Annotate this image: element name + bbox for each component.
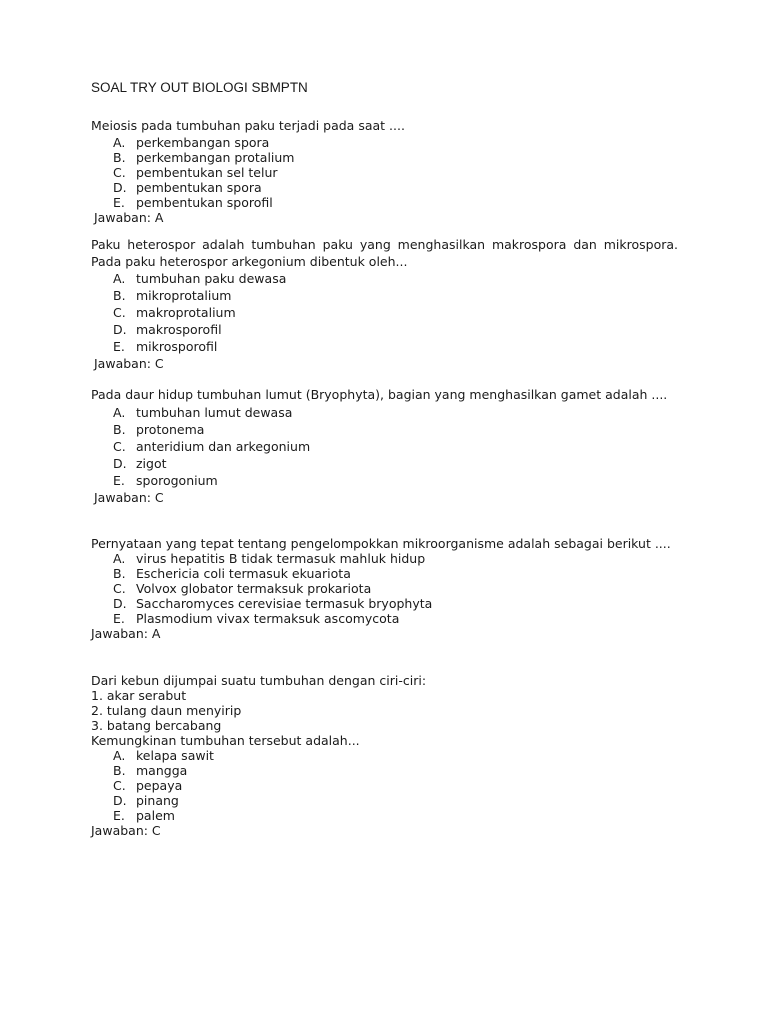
option-c: C. Volvox globator termaksuk prokariota bbox=[113, 581, 372, 596]
option-list bbox=[91, 404, 678, 489]
option-e: E. sporogonium bbox=[113, 472, 218, 488]
option-list bbox=[91, 270, 678, 355]
option-a: A. tumbuhan lumut dewasa bbox=[113, 404, 293, 420]
question-2 bbox=[91, 237, 678, 372]
answer-key: Jawaban: C bbox=[91, 823, 161, 838]
option-c: C. makroprotalium bbox=[113, 305, 236, 320]
answer-key: Jawaban: A bbox=[91, 626, 161, 641]
question-1 bbox=[91, 118, 678, 225]
option-e: E. Plasmodium vivax termaksuk ascomycota bbox=[113, 611, 400, 626]
option-list bbox=[91, 135, 678, 210]
option-b: B. perkembangan protalium bbox=[113, 149, 295, 165]
option-e: E. pembentukan sporofil bbox=[113, 194, 273, 210]
answer-key: Jawaban: C bbox=[94, 356, 164, 371]
question-stem: Pada daur hidup tumbuhan lumut (Bryophyta), bagian yang menghasilkan gamet adalah .... bbox=[91, 387, 668, 402]
option-a: A. perkembangan spora bbox=[113, 134, 270, 150]
stem-line: 3. batang bercabang bbox=[91, 718, 222, 733]
option-d: D. pinang bbox=[113, 793, 179, 808]
question-stem: Meiosis pada tumbuhan paku terjadi pada saat .... bbox=[91, 118, 405, 133]
option-b: B. mangga bbox=[113, 763, 188, 778]
answer-key: Jawaban: A bbox=[94, 209, 164, 225]
option-d: D. pembentukan spora bbox=[113, 179, 262, 195]
option-d: D. Saccharomyces cerevisiae termasuk bryophyta bbox=[113, 596, 433, 611]
question-4 bbox=[91, 537, 678, 641]
stem-line: 2. tulang daun menyirip bbox=[91, 703, 242, 718]
option-d: D. zigot bbox=[113, 455, 167, 471]
option-b: B. mikroprotalium bbox=[113, 288, 232, 303]
option-e: E. mikrosporofil bbox=[113, 339, 218, 354]
question-5 bbox=[91, 673, 678, 838]
option-a: A. tumbuhan paku dewasa bbox=[113, 271, 287, 286]
option-d: D. makrosporofil bbox=[113, 322, 222, 337]
option-b: B. protonema bbox=[113, 421, 205, 437]
option-list bbox=[91, 748, 678, 823]
option-a: A. virus hepatitis B tidak termasuk mahluk hidup bbox=[113, 551, 426, 566]
option-list bbox=[91, 551, 678, 626]
option-c: C. pepaya bbox=[113, 778, 183, 793]
document-title: SOAL TRY OUT BIOLOGI SBMPTN bbox=[91, 80, 308, 95]
stem-line: Dari kebun dijumpai suatu tumbuhan dengan ciri-ciri: bbox=[91, 673, 427, 688]
stem-line: Kemungkinan tumbuhan tersebut adalah... bbox=[91, 733, 360, 748]
option-c: C. anteridium dan arkegonium bbox=[113, 438, 311, 454]
option-e: E. palem bbox=[113, 808, 175, 823]
stem-line: 1. akar serabut bbox=[91, 688, 187, 703]
question-stem bbox=[91, 673, 678, 748]
answer-key: Jawaban: C bbox=[94, 489, 164, 505]
question-3 bbox=[91, 387, 678, 506]
question-stem: Pernyataan yang tepat tentang pengelompokkan mikroorganisme adalah sebagai berikut .... bbox=[91, 536, 671, 551]
question-stem: Paku heterospor adalah tumbuhan paku yang menghasilkan makrospora dan mikrospora. Pada paku heterospor arkegonium dibentuk oleh... bbox=[91, 237, 678, 269]
option-c: C. pembentukan sel telur bbox=[113, 164, 278, 180]
option-b: B. Eschericia coli termasuk ekuariota bbox=[113, 566, 351, 581]
option-a: A. kelapa sawit bbox=[113, 748, 214, 763]
